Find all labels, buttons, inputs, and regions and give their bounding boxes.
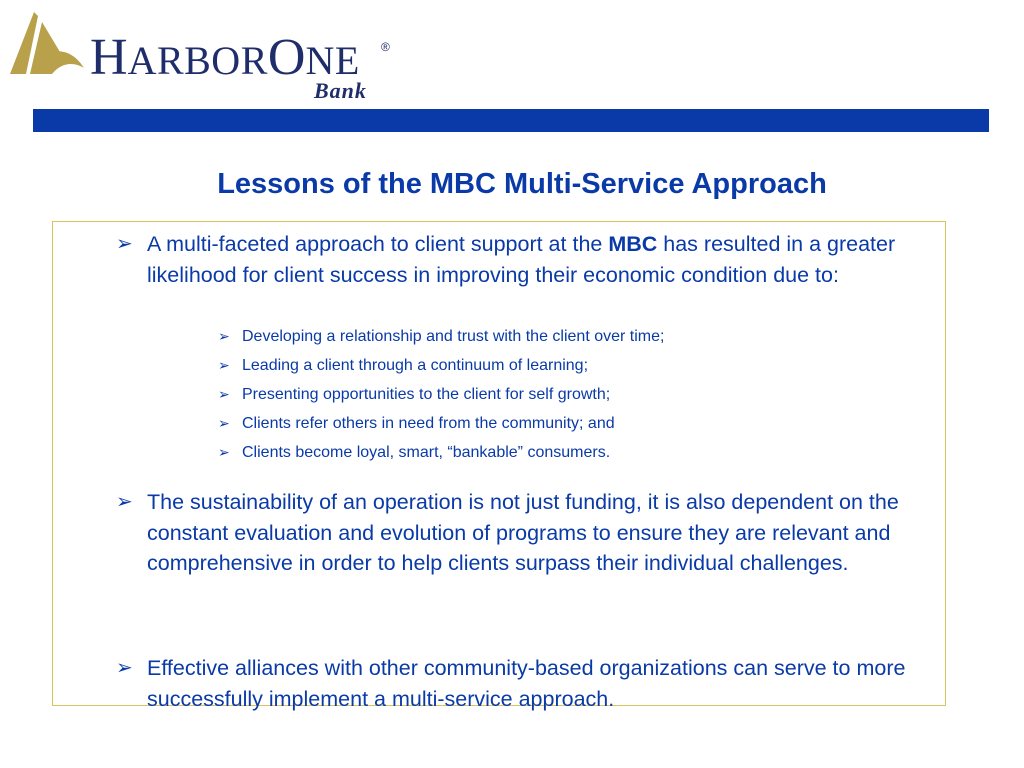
bullet-text-part: has resulted in a greater likelihood for client success in improving their economic condition due to: [147,232,896,287]
bullet-text-part: A multi-faceted approach to client support at the [147,232,609,256]
logo-bank-text: Bank [314,78,367,103]
slide-title: Lessons of the MBC Multi-Service Approach [217,168,827,200]
logo-letters-arbor: ARBOR [127,38,268,83]
arrow-bullet-icon: ➢ [218,415,230,431]
sub-bullet-text: Clients become loyal, smart, “bankable” consumers. [242,444,611,461]
arrow-bullet-icon: ➢ [218,357,230,373]
sub-bullet-text: Presenting opportunities to the client for self growth; [242,386,611,403]
logo-letter-o: O [267,29,306,86]
logo-letter-h: H [90,29,128,86]
logo-wordmark [90,29,360,86]
arrow-bullet-icon: ➢ [218,328,230,344]
registered-mark: ® [381,40,390,54]
harborone-bank-logo [8,8,408,108]
bullet-text: The sustainability of an operation is not just funding, it is also dependent on the constant evaluation and evolution of programs to ensure they are relevant and comprehensive in order to help clients surpass their individual challenges. [147,490,899,575]
header-bar [33,109,989,132]
arrow-bullet-icon: ➢ [116,491,133,513]
arrow-bullet-icon: ➢ [218,444,230,460]
sub-bullet-text: Clients refer others in need from the community; and [242,415,615,432]
sub-bullet-text: Leading a client through a continuum of learning; [242,357,589,374]
logo-letters-ne: NE [305,38,360,83]
bullet-text-bold: MBC [608,232,658,256]
content-box [52,221,946,711]
bullet-text: Effective alliances with other community-based organizations can serve to more successfully implement a multi-service approach. [147,656,906,711]
arrow-bullet-icon: ➢ [116,657,133,679]
arrow-bullet-icon: ➢ [218,386,230,402]
sub-bullet-text: Developing a relationship and trust with the client over time; [242,328,665,345]
arrow-bullet-icon: ➢ [116,233,133,255]
bullet-text [147,229,947,290]
sail-logo-icon [8,8,88,80]
